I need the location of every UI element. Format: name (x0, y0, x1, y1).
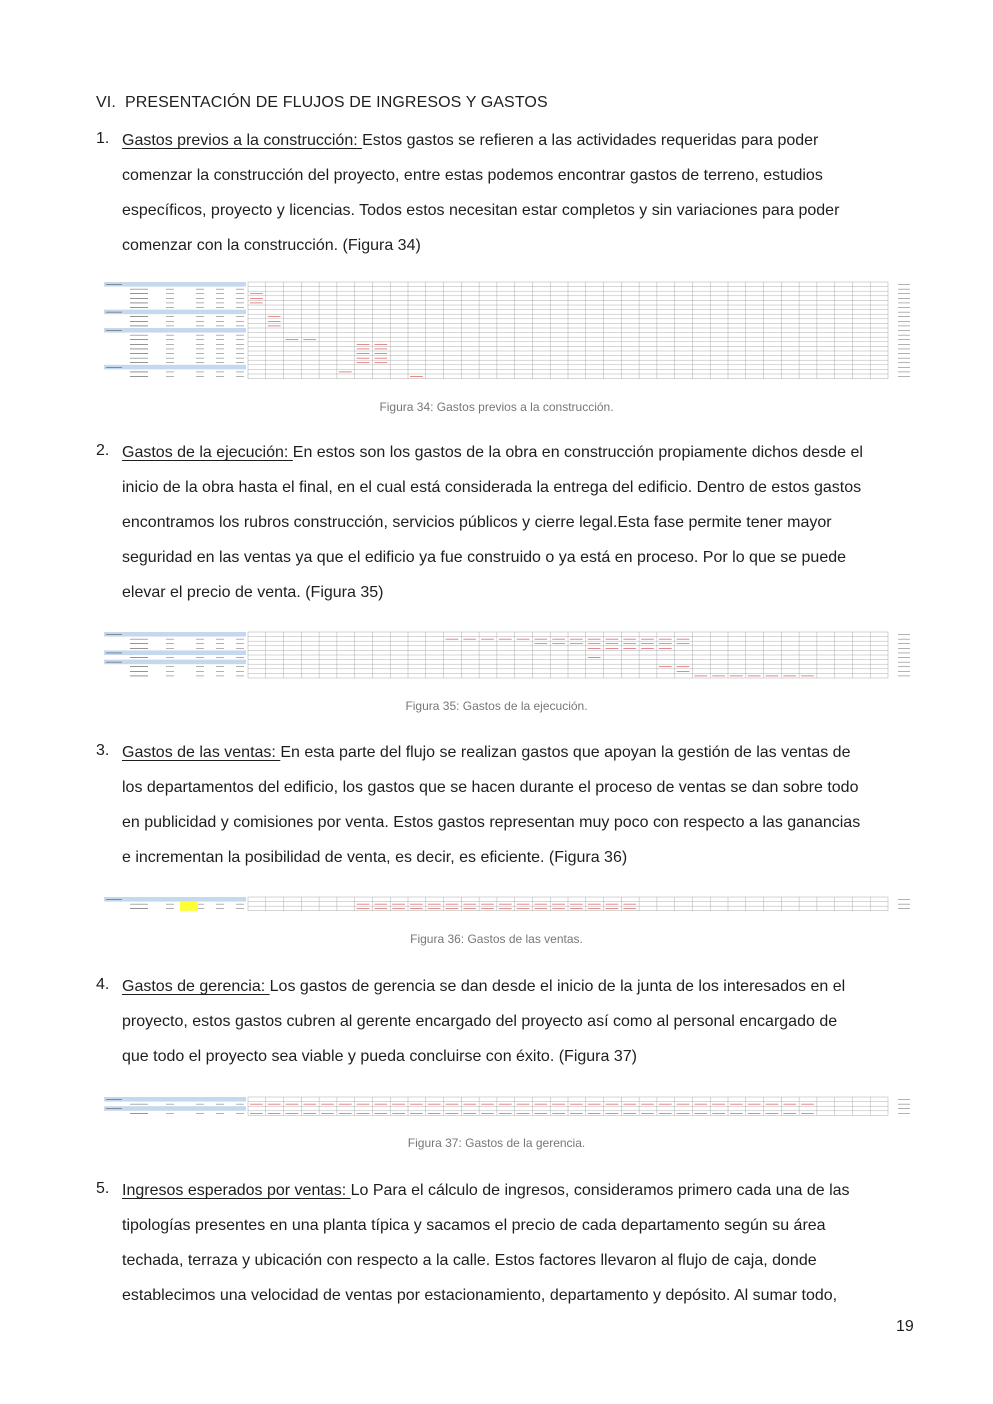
item-text: tipologías presentes en una planta típica y sacamos el precio de cada departamento según su área (122, 1217, 826, 1234)
spreadsheet-figure-37 (104, 1096, 914, 1116)
item-term: Gastos de las ventas: (122, 744, 281, 761)
item-text: comenzar la construcción del proyecto, entre estas podemos encontrar gastos de terreno, estudios (122, 167, 823, 184)
item-term: Gastos previos a la construcción: (122, 132, 363, 149)
item-text: e incrementan la posibilidad de venta, es decir, es eficiente. (Figura 36) (122, 849, 628, 866)
list-number: 1. (96, 130, 110, 147)
item-text: seguridad en las ventas ya que el edificio ya fue construido o ya está en proceso. Por lo que se puede (122, 549, 847, 566)
item-text: Los gastos de gerencia se dan desde el inicio de la junta de los interesados en el (269, 978, 846, 995)
spreadsheet-grid (104, 281, 914, 380)
item-text: comenzar con la construcción. (Figura 34) (122, 237, 421, 254)
spreadsheet-grid (104, 1096, 914, 1116)
list-number: 5. (96, 1180, 110, 1197)
list-number: 3. (96, 742, 110, 759)
figure-caption-36: Figura 36: Gastos de las ventas. (410, 932, 583, 946)
item-text: Estos gastos se refieren a las actividades requeridas para poder (362, 132, 819, 149)
spreadsheet-figure-36 (104, 896, 914, 912)
item-text: elevar el precio de venta. (Figura 35) (122, 584, 384, 601)
section-heading: VI. PRESENTACIÓN DE FLUJOS DE INGRESOS Y GASTOS (96, 94, 548, 111)
item-term: Gastos de la ejecución: (122, 444, 293, 461)
figure-caption-35: Figura 35: Gastos de la ejecución. (405, 699, 588, 713)
item-text: Lo Para el cálculo de ingresos, consideramos primero cada una de las (350, 1182, 850, 1199)
item-text: En estos son los gastos de la obra en construcción propiamente dichos desde el (292, 444, 863, 461)
item-term: Ingresos esperados por ventas: (122, 1182, 351, 1199)
list-number: 4. (96, 976, 110, 993)
item-text: encontramos los rubros construcción, servicios públicos y cierre legal.Esta fase permite tener mayor (122, 514, 832, 531)
item-text: establecimos una velocidad de ventas por estacionamiento, departamento y depósito. Al sumar todo, (122, 1287, 838, 1304)
item-text: proyecto, estos gastos cubren al gerente encargado del proyecto así como al personal encargado de (122, 1013, 838, 1030)
item-text: en publicidad y comisiones por venta. Estos gastos representan muy poco con respecto a las ganancias (122, 814, 861, 831)
list-number: 2. (96, 442, 110, 459)
page-number: 19 (896, 1318, 914, 1335)
spreadsheet-figure-34 (104, 281, 914, 380)
item-text: los departamentos del edificio, los gastos que se hacen durante el proceso de ventas se dan sobre todo (122, 779, 859, 796)
item-text: techada, terraza y ubicación con respecto a la calle. Estos factores llevaron al flujo de caja, donde (122, 1252, 817, 1269)
figure-caption-37: Figura 37: Gastos de la gerencia. (407, 1136, 586, 1150)
spreadsheet-figure-35 (104, 631, 914, 679)
item-text: En esta parte del flujo se realizan gastos que apoyan la gestión de las ventas de (280, 744, 851, 761)
item-term: Gastos de gerencia: (122, 978, 270, 995)
item-text: que todo el proyecto sea viable y pueda concluirse con éxito. (Figura 37) (122, 1048, 637, 1065)
item-text: inicio de la obra hasta el final, en el cual está considerada la entrega del edificio. Dentro de estos gastos (122, 479, 862, 496)
item-text: específicos, proyecto y licencias. Todos estos necesitan estar completos y sin variaciones para poder (122, 202, 840, 219)
spreadsheet-grid (104, 896, 914, 912)
figure-caption-34: Figura 34: Gastos previos a la construcción. (379, 400, 614, 414)
spreadsheet-grid (104, 631, 914, 679)
